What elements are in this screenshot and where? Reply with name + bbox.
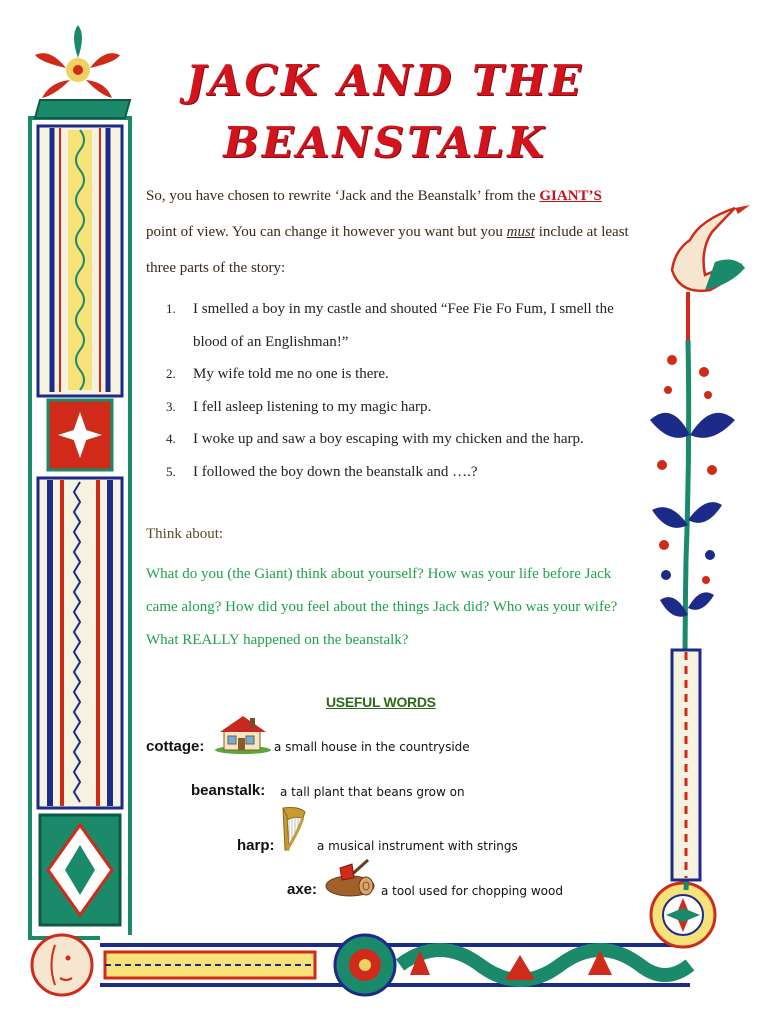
cottage-icon (214, 712, 272, 754)
story-parts-list (166, 293, 636, 488)
intro-text-2: point of view. You can change it however you want but you (146, 224, 507, 240)
definition-cottage: a small house in the countryside (274, 740, 470, 754)
think-about-text: What do you (the Giant) think about yourself? How was your life before Jack came along? How did you feel about the things Jack did? Who was your wife? What REALLY happened on the beanstalk? (146, 566, 618, 648)
title-line-2: BEANSTALK (223, 118, 547, 167)
face-medallion (32, 935, 92, 995)
flower-ornament (35, 25, 130, 118)
list-number: 5. (166, 463, 176, 479)
axe-icon (324, 856, 376, 898)
list-item (166, 358, 636, 391)
title-line-1: JACK AND THE (186, 56, 584, 105)
list-text: I smelled a boy in my castle and shouted “Fee Fie Fo Fum, I smell the blood of an Englishman!” (193, 301, 614, 350)
bird-ornament (672, 205, 750, 340)
list-number: 2. (166, 366, 176, 381)
list-text: I followed the boy down the beanstalk and ….? (193, 463, 478, 480)
list-number: 3. (166, 398, 176, 414)
vine-ornament (650, 340, 735, 890)
list-text: My wife told me no one is there. (193, 366, 389, 382)
list-item (166, 293, 636, 358)
list-number: 1. (166, 301, 176, 316)
list-item (166, 456, 636, 489)
intro-text-1: So, you have chosen to rewrite ‘Jack and the Beanstalk’ from the (146, 188, 540, 204)
giant-emphasis: GIANT’S (539, 188, 602, 204)
think-about-label: Think about: (146, 526, 224, 542)
intro-paragraph (146, 178, 636, 286)
bottom-border (100, 935, 690, 995)
harp-icon (279, 804, 309, 854)
definition-beanstalk: a tall plant that beans grow on (280, 785, 465, 799)
must-emphasis: must (506, 224, 535, 240)
list-number: 4. (166, 431, 176, 446)
list-text: I woke up and saw a boy escaping with my chicken and the harp. (193, 431, 584, 447)
page-title (150, 50, 620, 174)
list-item (166, 423, 636, 456)
list-text: I fell asleep listening to my magic harp. (193, 398, 432, 415)
definition-axe: a tool used for chopping wood (381, 884, 563, 898)
definition-harp: a musical instrument with strings (317, 839, 518, 853)
word-cottage: cottage: (146, 738, 205, 755)
useful-words-heading: USEFUL WORDS (326, 694, 436, 710)
list-item (166, 391, 636, 424)
intro-text-3: include at least three parts of the story: (146, 224, 629, 276)
left-column (30, 118, 130, 938)
word-harp: harp: (237, 837, 275, 854)
rosette-medallion (651, 883, 715, 947)
word-beanstalk: beanstalk: (191, 782, 266, 799)
word-axe: axe: (287, 881, 318, 898)
